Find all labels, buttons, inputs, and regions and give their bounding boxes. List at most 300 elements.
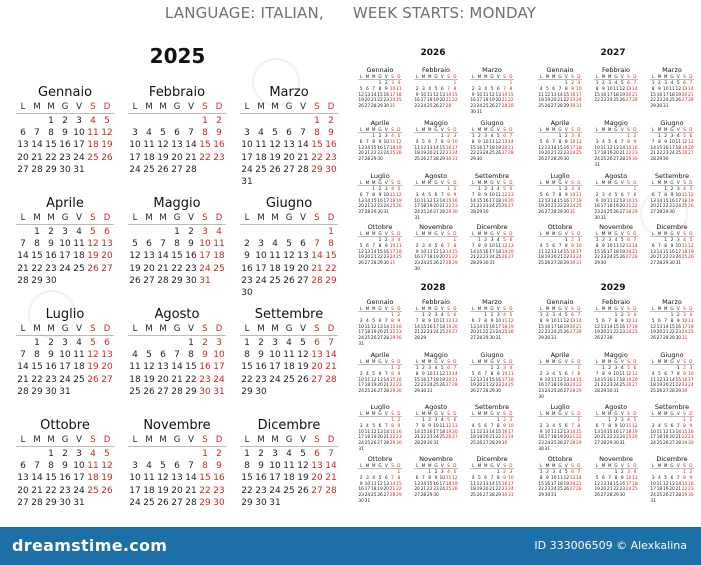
- day-cell: 25: [669, 98, 675, 104]
- weekday-label: V: [676, 463, 680, 468]
- weekday-label: D: [327, 435, 335, 445]
- weekday-label: G: [670, 180, 674, 185]
- day-cell: 15: [470, 145, 476, 151]
- day-cell: 25: [73, 263, 85, 274]
- month-name: Gennaio: [546, 66, 574, 74]
- day-cell: 3: [509, 470, 513, 475]
- weekday-label: D: [397, 306, 401, 311]
- day-cell: 29: [439, 157, 446, 163]
- day-cell: 12: [396, 139, 402, 145]
- day-cell: 26: [688, 204, 694, 210]
- weekday-label: M: [371, 359, 376, 364]
- day-cell: 1: [484, 313, 488, 318]
- day-cell: 8: [453, 86, 457, 92]
- weekday-header: [128, 435, 226, 447]
- day-cell: 20: [662, 383, 669, 389]
- day-cell: 23: [45, 374, 57, 385]
- day-cell: 4: [676, 134, 680, 139]
- day-cell: 23: [396, 383, 402, 389]
- day-cell: 23: [669, 255, 675, 261]
- day-cell: 22: [538, 487, 544, 493]
- day-cell: 2: [258, 338, 264, 348]
- day-cell: 20: [600, 487, 607, 493]
- day-cell: 21: [619, 151, 626, 157]
- day-cell: 12: [476, 429, 483, 435]
- month-2026-4: [358, 119, 402, 163]
- day-cell: 29: [470, 157, 476, 163]
- day-cell: 17: [73, 140, 85, 151]
- day-cell: 9: [384, 86, 388, 92]
- day-cell: 23: [482, 204, 489, 210]
- day-cell: 29: [389, 389, 396, 395]
- weekday-label: V: [188, 435, 194, 445]
- day-cell: 24: [414, 210, 420, 216]
- day-cell: 8: [564, 86, 568, 92]
- day-grid: [414, 418, 458, 447]
- day-cell: 4: [366, 318, 369, 324]
- day-cell: 2: [602, 238, 605, 243]
- weekday-label: M: [483, 306, 488, 311]
- day-cell: 22: [389, 435, 396, 441]
- week-start-label: WEEK STARTS: MONDAY: [352, 4, 537, 22]
- day-cell: 14: [688, 86, 694, 92]
- weekday-header: [414, 74, 458, 80]
- empty-cell: [254, 226, 268, 238]
- day-cell: 30: [688, 493, 694, 499]
- day-cell: 29: [445, 210, 452, 216]
- day-cell: 13: [470, 324, 476, 330]
- day-cell: 8: [683, 423, 686, 429]
- day-cell: 5: [683, 134, 686, 139]
- day-cell: 18: [439, 429, 446, 435]
- day-cell: 23: [377, 204, 383, 210]
- day-cell: 24: [669, 151, 675, 157]
- weekday-label: V: [676, 74, 680, 79]
- weekday-label: L: [651, 306, 655, 311]
- day-cell: 1: [658, 134, 661, 139]
- day-cell: 24: [358, 336, 364, 342]
- day-cell: 9: [490, 318, 494, 324]
- day-cell: 7: [34, 461, 40, 472]
- day-cell: 3: [577, 81, 581, 86]
- day-cell: 7: [552, 192, 556, 198]
- weekday-label: L: [539, 306, 543, 311]
- day-cell: 26: [650, 336, 656, 342]
- month-2028-1: [358, 298, 402, 348]
- month-name: Maggio: [604, 119, 628, 127]
- day-cell: 29: [420, 336, 427, 342]
- weekday-label: M: [657, 359, 662, 364]
- day-cell: 17: [426, 377, 433, 383]
- day-cell: 24: [662, 98, 669, 104]
- weekday-label: M: [545, 463, 550, 468]
- day-cell: 6: [670, 423, 674, 429]
- day-cell: 21: [669, 383, 675, 389]
- day-cell: 28: [445, 104, 452, 110]
- weekday-label: M: [477, 359, 482, 364]
- day-cell: 11: [433, 371, 439, 377]
- day-cell: 19: [433, 255, 439, 261]
- weekday-header: [650, 463, 694, 469]
- day-cell: 15: [171, 251, 183, 262]
- day-cell: 18: [625, 429, 632, 435]
- weekday-label: S: [391, 463, 394, 468]
- day-cell: 1: [539, 470, 543, 475]
- month-name: Febbraio: [148, 85, 206, 100]
- day-cell: 19: [358, 255, 364, 261]
- day-cell: 27: [563, 441, 570, 447]
- day-cell: 12: [538, 145, 544, 151]
- day-cell: 3: [391, 238, 394, 243]
- day-cell: 9: [422, 371, 425, 377]
- weekday-label: L: [471, 463, 475, 468]
- empty-cell: [170, 115, 184, 127]
- day-cell: 7: [447, 243, 450, 249]
- day-cell: 22: [45, 485, 57, 496]
- day-cell: 30: [420, 389, 427, 395]
- day-cell: 9: [484, 192, 488, 198]
- day-cell: 27: [101, 263, 113, 274]
- weekday-label: D: [509, 463, 513, 468]
- day-cell: 9: [620, 318, 624, 324]
- day-cell: 8: [422, 318, 425, 324]
- weekday-label: L: [415, 74, 419, 79]
- weekday-label: M: [33, 213, 41, 223]
- day-cell: 23: [662, 151, 669, 157]
- day-cell: 17: [439, 481, 446, 487]
- day-cell: 27: [508, 255, 514, 261]
- weekday-label: S: [202, 324, 208, 334]
- day-cell: 7: [664, 318, 668, 324]
- weekday-label: G: [61, 435, 69, 445]
- day-cell: 12: [377, 481, 383, 487]
- day-cell: 7: [188, 461, 194, 472]
- day-cell: 20: [544, 151, 551, 157]
- month-name: Dicembre: [656, 455, 688, 463]
- day-cell: 3: [478, 86, 481, 92]
- day-cell: 14: [185, 140, 197, 151]
- day-cell: 8: [602, 371, 605, 377]
- day-cell: 26: [489, 104, 495, 110]
- day-cell: 16: [255, 362, 267, 373]
- day-cell: 23: [396, 435, 402, 441]
- day-cell: 29: [31, 386, 43, 397]
- day-cell: 21: [325, 362, 337, 373]
- day-cell: 1: [372, 187, 376, 192]
- day-cell: 7: [384, 318, 388, 324]
- weekday-label: L: [471, 411, 475, 416]
- day-cell: 19: [662, 487, 669, 493]
- day-grid: [650, 238, 694, 267]
- day-cell: 2: [670, 238, 674, 243]
- weekday-label: V: [496, 180, 500, 185]
- month-name: Gennaio: [366, 66, 394, 74]
- day-cell: 10: [383, 192, 390, 198]
- weekday-label: L: [359, 180, 363, 185]
- day-cell: 25: [389, 151, 396, 157]
- day-cell: 20: [688, 145, 694, 151]
- day-cell: 11: [420, 198, 427, 204]
- day-cell: 15: [185, 362, 197, 373]
- weekday-label: M: [145, 213, 153, 223]
- day-cell: 15: [557, 198, 563, 204]
- day-cell: 4: [496, 187, 500, 192]
- day-cell: 2: [484, 187, 488, 192]
- day-cell: 16: [59, 140, 71, 151]
- weekday-label: D: [689, 74, 693, 79]
- day-cell: 8: [577, 371, 581, 377]
- day-grid: [128, 226, 226, 287]
- day-cell: 2: [670, 187, 674, 192]
- weekday-header: [470, 359, 514, 365]
- empty-cell: [240, 226, 254, 238]
- day-cell: 18: [439, 324, 446, 330]
- day-cell: 3: [272, 449, 278, 459]
- day-cell: 29: [613, 493, 619, 499]
- day-cell: 23: [325, 152, 337, 163]
- day-cell: 29: [185, 386, 197, 397]
- day-cell: 27: [476, 389, 483, 395]
- weekday-label: G: [378, 359, 382, 364]
- day-cell: 28: [557, 104, 563, 110]
- day-cell: 24: [544, 441, 551, 447]
- weekday-label: V: [188, 102, 194, 112]
- day-cell: 18: [283, 473, 295, 484]
- day-cell: 25: [143, 164, 155, 175]
- day-cell: 15: [452, 92, 458, 98]
- weekday-label: L: [471, 231, 475, 236]
- day-cell: 14: [31, 473, 43, 484]
- day-cell: 24: [625, 487, 632, 493]
- day-cell: 5: [595, 318, 599, 324]
- day-cell: 22: [538, 330, 544, 336]
- weekday-label: M: [551, 74, 556, 79]
- day-cell: 26: [433, 104, 439, 110]
- day-grid: [240, 448, 338, 509]
- day-cell: 11: [495, 243, 502, 249]
- day-cell: 29: [662, 261, 669, 267]
- day-cell: 17: [73, 473, 85, 484]
- day-cell: 23: [538, 441, 544, 447]
- day-cell: 30: [619, 493, 626, 499]
- day-cell: 13: [501, 139, 508, 145]
- day-cell: 16: [544, 324, 551, 330]
- day-cell: 8: [415, 371, 419, 377]
- day-cell: 12: [370, 324, 377, 330]
- weekday-label: M: [47, 324, 55, 334]
- day-cell: 24: [255, 275, 267, 286]
- day-cell: 18: [255, 152, 267, 163]
- day-cell: 4: [658, 475, 661, 481]
- weekday-label: M: [657, 74, 662, 79]
- weekday-label: D: [453, 74, 457, 79]
- day-cell: 13: [669, 481, 675, 487]
- day-cell: 4: [440, 313, 444, 318]
- month-2025-8: [128, 306, 226, 398]
- day-grid: [414, 81, 458, 110]
- day-cell: 27: [569, 487, 576, 493]
- weekday-label: M: [607, 306, 612, 311]
- day-cell: 17: [489, 249, 495, 255]
- day-cell: 8: [378, 243, 382, 249]
- day-cell: 14: [325, 350, 337, 361]
- day-cell: 28: [650, 157, 656, 163]
- day-cell: 6: [300, 239, 306, 250]
- day-cell: 5: [300, 449, 306, 459]
- day-cell: 11: [619, 371, 626, 377]
- day-cell: 12: [157, 473, 169, 484]
- day-cell: 29: [420, 441, 427, 447]
- day-cell: 18: [489, 145, 495, 151]
- day-cell: 1: [614, 313, 618, 318]
- day-cell: 15: [476, 249, 483, 255]
- day-cell: 11: [508, 371, 514, 377]
- day-cell: 11: [606, 198, 613, 204]
- day-cell: 22: [439, 151, 446, 157]
- day-cell: 10: [544, 429, 551, 435]
- day-cell: 10: [426, 371, 433, 377]
- weekday-label: S: [391, 411, 394, 416]
- day-cell: 15: [439, 145, 446, 151]
- day-cell: 7: [415, 318, 419, 324]
- day-cell: 17: [681, 324, 688, 330]
- weekday-label: S: [571, 127, 574, 132]
- day-cell: 27: [594, 441, 600, 447]
- weekday-label: L: [539, 180, 543, 185]
- weekday-header: [594, 463, 638, 469]
- day-cell: 3: [440, 470, 444, 475]
- weekday-label: V: [384, 74, 388, 79]
- day-cell: 15: [389, 324, 396, 330]
- day-cell: 21: [17, 263, 29, 274]
- day-cell: 29: [662, 210, 669, 216]
- weekday-header: [470, 306, 514, 312]
- day-cell: 19: [445, 429, 452, 435]
- day-cell: 24: [129, 497, 141, 508]
- day-cell: 1: [614, 470, 618, 475]
- day-cell: 4: [76, 338, 82, 348]
- day-cell: 22: [199, 485, 211, 496]
- weekday-label: M: [427, 463, 432, 468]
- day-cell: 30: [569, 261, 576, 267]
- day-grid: [414, 187, 458, 222]
- weekday-label: G: [614, 411, 618, 416]
- day-cell: 1: [651, 81, 655, 86]
- day-cell: 16: [563, 145, 570, 151]
- day-grid: [470, 470, 514, 499]
- weekday-label: D: [633, 231, 637, 236]
- day-grid: [16, 226, 114, 287]
- day-cell: 27: [364, 261, 371, 267]
- day-cell: 22: [420, 435, 427, 441]
- day-cell: 31: [269, 497, 281, 508]
- weekday-label: M: [545, 180, 550, 185]
- day-cell: 21: [470, 204, 476, 210]
- day-cell: 18: [269, 263, 281, 274]
- day-cell: 23: [482, 255, 489, 261]
- day-grid: [594, 366, 638, 395]
- day-cell: 25: [557, 487, 563, 493]
- weekday-label: G: [490, 359, 494, 364]
- day-cell: 17: [650, 487, 656, 493]
- day-cell: 9: [676, 318, 680, 324]
- day-cell: 1: [496, 470, 500, 475]
- month-2026-9: [470, 172, 514, 216]
- day-cell: 31: [662, 104, 669, 110]
- day-cell: 6: [633, 366, 637, 371]
- day-cell: 26: [501, 204, 508, 210]
- day-cell: 7: [20, 239, 26, 250]
- day-cell: 13: [662, 377, 669, 383]
- day-cell: 15: [389, 377, 396, 383]
- day-cell: 13: [600, 324, 607, 330]
- day-cell: 11: [482, 92, 489, 98]
- day-cell: 2: [564, 134, 568, 139]
- day-cell: 16: [563, 198, 570, 204]
- day-grid: [240, 337, 338, 398]
- weekday-label: M: [365, 231, 370, 236]
- day-cell: 16: [396, 324, 402, 330]
- day-cell: 29: [669, 336, 675, 342]
- month-name: Giugno: [480, 351, 504, 359]
- weekday-header: [538, 411, 582, 417]
- day-cell: 26: [452, 487, 458, 493]
- day-cell: 24: [269, 374, 281, 385]
- day-grid: [240, 115, 338, 188]
- weekday-label: M: [371, 411, 376, 416]
- weekday-header: [358, 180, 402, 186]
- day-cell: 10: [420, 92, 427, 98]
- day-cell: 31: [389, 261, 396, 267]
- month-name: Settembre: [654, 172, 690, 180]
- day-cell: 4: [146, 461, 152, 472]
- day-cell: 9: [571, 86, 574, 92]
- weekday-label: D: [453, 411, 457, 416]
- day-cell: 8: [34, 350, 40, 361]
- day-cell: 19: [377, 487, 383, 493]
- weekday-label: M: [365, 306, 370, 311]
- day-cell: 6: [602, 475, 605, 481]
- day-cell: 21: [185, 485, 197, 496]
- day-cell: 11: [681, 243, 688, 249]
- day-grid: [358, 470, 402, 505]
- month-2026-12: [470, 223, 514, 267]
- day-cell: 21: [569, 383, 576, 389]
- weekday-label: S: [391, 306, 394, 311]
- day-cell: 24: [241, 164, 253, 175]
- day-cell: 5: [664, 423, 668, 429]
- day-cell: 14: [389, 481, 396, 487]
- day-cell: 20: [501, 145, 508, 151]
- day-cell: 21: [489, 487, 495, 493]
- day-cell: 26: [563, 487, 570, 493]
- day-cell: 3: [670, 134, 674, 139]
- day-cell: 7: [608, 475, 612, 481]
- weekday-label: S: [314, 324, 320, 334]
- day-cell: 23: [675, 330, 682, 336]
- day-cell: 6: [314, 338, 320, 348]
- day-cell: 8: [372, 192, 376, 198]
- day-cell: 24: [452, 151, 458, 157]
- day-cell: 10: [269, 461, 281, 472]
- weekday-label: V: [440, 411, 444, 416]
- day-cell: 19: [625, 377, 632, 383]
- day-cell: 16: [377, 145, 383, 151]
- day-cell: 5: [689, 238, 693, 243]
- day-cell: 12: [370, 377, 377, 383]
- day-cell: 19: [662, 435, 669, 441]
- day-cell: 17: [576, 249, 582, 255]
